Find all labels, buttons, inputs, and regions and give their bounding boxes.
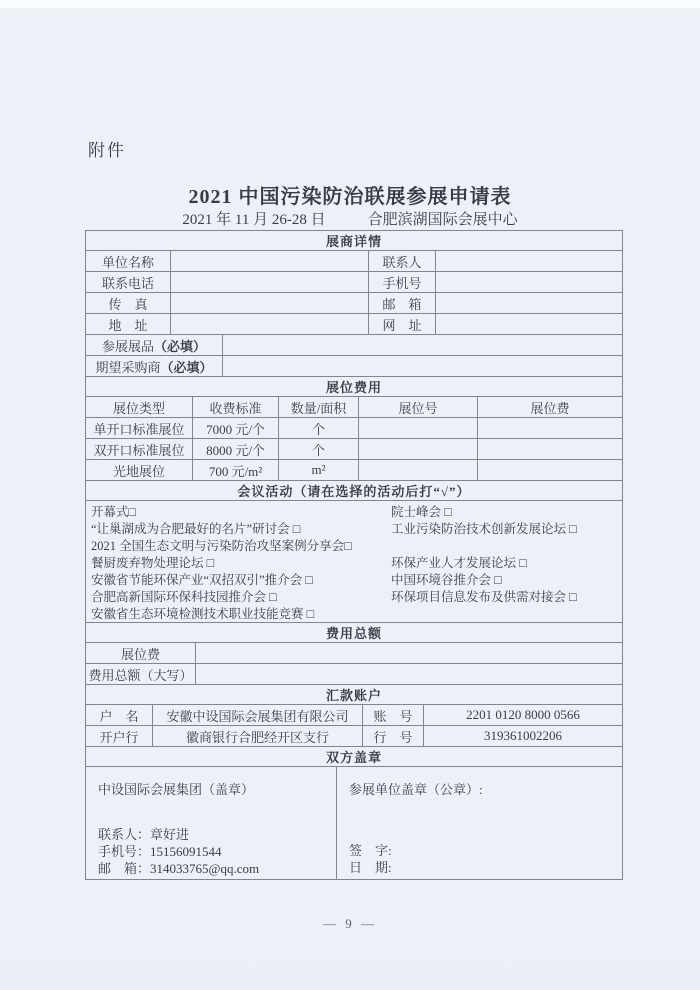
section-header-booth-fees: 展位费用 <box>86 377 622 397</box>
column-header: 展位费 <box>530 400 570 416</box>
field-value-booth-fee-total <box>196 643 622 663</box>
table-row <box>86 705 622 726</box>
application-form-table <box>85 230 623 880</box>
activity-item: 餐厨废弃物处理论坛 □ <box>91 555 215 570</box>
seal-row <box>86 767 622 879</box>
field-label: 联系电话 <box>86 272 171 292</box>
event-date: 2021 年 11 月 26-28 日 <box>182 212 326 228</box>
date-line: 日 期: <box>349 860 392 875</box>
field-value-contact-person <box>436 251 622 271</box>
field-label: 行 号 <box>363 726 424 746</box>
field-label <box>86 335 223 355</box>
exhibitor-seal-label: 参展单位盖章（公章）: <box>349 782 483 797</box>
table-row <box>86 272 622 293</box>
activity-line <box>86 519 622 536</box>
table-row <box>86 356 622 377</box>
signature-line: 签 字: <box>349 843 392 858</box>
organizer-seal-cell <box>86 767 337 879</box>
section-header-remittance: 汇款账户 <box>86 685 622 705</box>
account-number: 2201 0120 8000 0566 <box>466 707 580 722</box>
field-value-address <box>171 314 369 334</box>
field-value-total-in-words <box>196 664 622 684</box>
organizer-contact: 联系人：章好进 <box>98 827 190 842</box>
required-mark: （必填） <box>160 359 213 375</box>
activity-item: 环保项目信息发布及供需对接会 □ <box>391 589 577 604</box>
fee-row <box>86 418 622 439</box>
booth-type: 光地展位 <box>86 460 193 480</box>
field-value-exhibits <box>223 335 622 355</box>
field-label: 手机号 <box>369 272 436 292</box>
field-label: 传 真 <box>86 293 171 313</box>
field-label: 邮 箱 <box>369 293 436 313</box>
booth-number-cell <box>359 460 478 480</box>
fee-row <box>86 460 622 481</box>
organizer-email: 邮 箱：314033765@qq.com <box>98 861 260 876</box>
column-header: 数量/面积 <box>279 397 359 417</box>
table-row <box>86 664 622 685</box>
activity-item: 工业污染防治技术创新发展论坛 □ <box>391 521 577 536</box>
booth-fee-cell <box>478 418 622 438</box>
field-label-text: 期望采购商 <box>95 359 161 375</box>
booth-fee-cell <box>478 460 622 480</box>
account-holder-name: 安徽中设国际会展集团有限公司 <box>153 705 363 725</box>
column-header: 展位号 <box>359 397 478 417</box>
activity-line <box>86 553 622 570</box>
activities-list <box>86 501 622 623</box>
activity-item: 开幕式□ <box>91 504 137 519</box>
table-row <box>86 251 622 272</box>
field-value-expected-buyers <box>223 356 622 376</box>
activity-item: 安徽省节能环保产业“双招双引”推介会 □ <box>91 572 313 587</box>
activity-line <box>86 587 622 604</box>
column-header: 收费标准 <box>193 397 279 417</box>
fee-rate: 8000 元/个 <box>193 439 279 459</box>
exhibitor-seal-cell <box>337 767 622 879</box>
field-value-email <box>436 293 622 313</box>
field-label: 户 名 <box>86 705 153 725</box>
activity-line <box>86 604 622 621</box>
activity-item: 院士峰会 □ <box>391 504 452 519</box>
activity-item: 2021 全国生态文明与污染防治攻坚案例分享会□ <box>91 538 352 553</box>
table-row <box>86 293 622 314</box>
activity-line <box>86 536 622 553</box>
organizer-mobile: 手机号：15156091544 <box>98 844 222 859</box>
activity-item: 环保产业人才发展论坛 □ <box>391 555 527 570</box>
bank-line-number: 319361002206 <box>484 728 562 743</box>
fee-row <box>86 439 622 460</box>
section-header-seals: 双方盖章 <box>86 747 622 767</box>
field-label: 地 址 <box>86 314 171 334</box>
quantity-unit: 个 <box>279 418 359 438</box>
booth-fee-cell <box>478 439 622 459</box>
field-label: 开户行 <box>86 726 153 746</box>
field-label-text: 参展展品 <box>101 338 154 354</box>
activity-item: 合肥高新国际环保科技园推介会 □ <box>91 589 277 604</box>
section-header-exhibitor-details: 展商详情 <box>86 231 622 251</box>
fee-header-row <box>86 397 622 418</box>
event-venue: 合肥滨湖国际会展中心 <box>367 212 518 228</box>
field-label: 联系人 <box>369 251 436 271</box>
field-value-phone <box>171 272 369 292</box>
field-label: 单位名称 <box>86 251 171 271</box>
field-value-website <box>436 314 622 334</box>
quantity-unit: m² <box>279 460 359 480</box>
field-label: 网 址 <box>369 314 436 334</box>
section-header-total-fees: 费用总额 <box>86 623 622 643</box>
activity-line <box>86 502 622 519</box>
column-header: 展位类型 <box>86 397 193 417</box>
field-label: 账 号 <box>363 705 424 725</box>
field-label: 展位费 <box>86 643 196 663</box>
table-row <box>86 643 622 664</box>
section-header-activities: 会议活动（请在选择的活动后打“√”） <box>86 481 622 501</box>
activity-line <box>86 570 622 587</box>
fee-rate: 7000 元/个 <box>193 418 279 438</box>
activity-item: 中国环境谷推介会 □ <box>391 572 502 587</box>
booth-number-cell <box>359 418 478 438</box>
booth-number-cell <box>359 439 478 459</box>
fee-rate: 700 元/m² <box>193 460 279 480</box>
activity-item: 安徽省生态环境检测技术职业技能竞赛 □ <box>91 606 315 621</box>
field-value-company-name <box>171 251 369 271</box>
quantity-unit: 个 <box>279 439 359 459</box>
table-row <box>86 314 622 335</box>
page-number: — 9 — <box>323 916 377 931</box>
table-row <box>86 335 622 356</box>
booth-type: 单开口标准展位 <box>86 418 193 438</box>
field-label: 费用总额（大写） <box>86 664 196 684</box>
booth-type: 双开口标准展位 <box>86 439 193 459</box>
field-value-mobile <box>436 272 622 292</box>
event-dateline <box>0 208 700 229</box>
page-title: 2021 中国污染防治联展参展申请表 <box>188 186 512 208</box>
organizer-seal-label: 中设国际会展集团（盖章） <box>98 782 255 797</box>
field-label <box>86 356 223 376</box>
attachment-label: 附件 <box>88 141 126 160</box>
table-row <box>86 726 622 747</box>
activity-item: “让巢湖成为合肥最好的名片”研讨会 □ <box>91 521 301 536</box>
bank-name: 徽商银行合肥经开区支行 <box>153 726 363 746</box>
required-mark: （必填） <box>154 338 207 354</box>
field-value-fax <box>171 293 369 313</box>
